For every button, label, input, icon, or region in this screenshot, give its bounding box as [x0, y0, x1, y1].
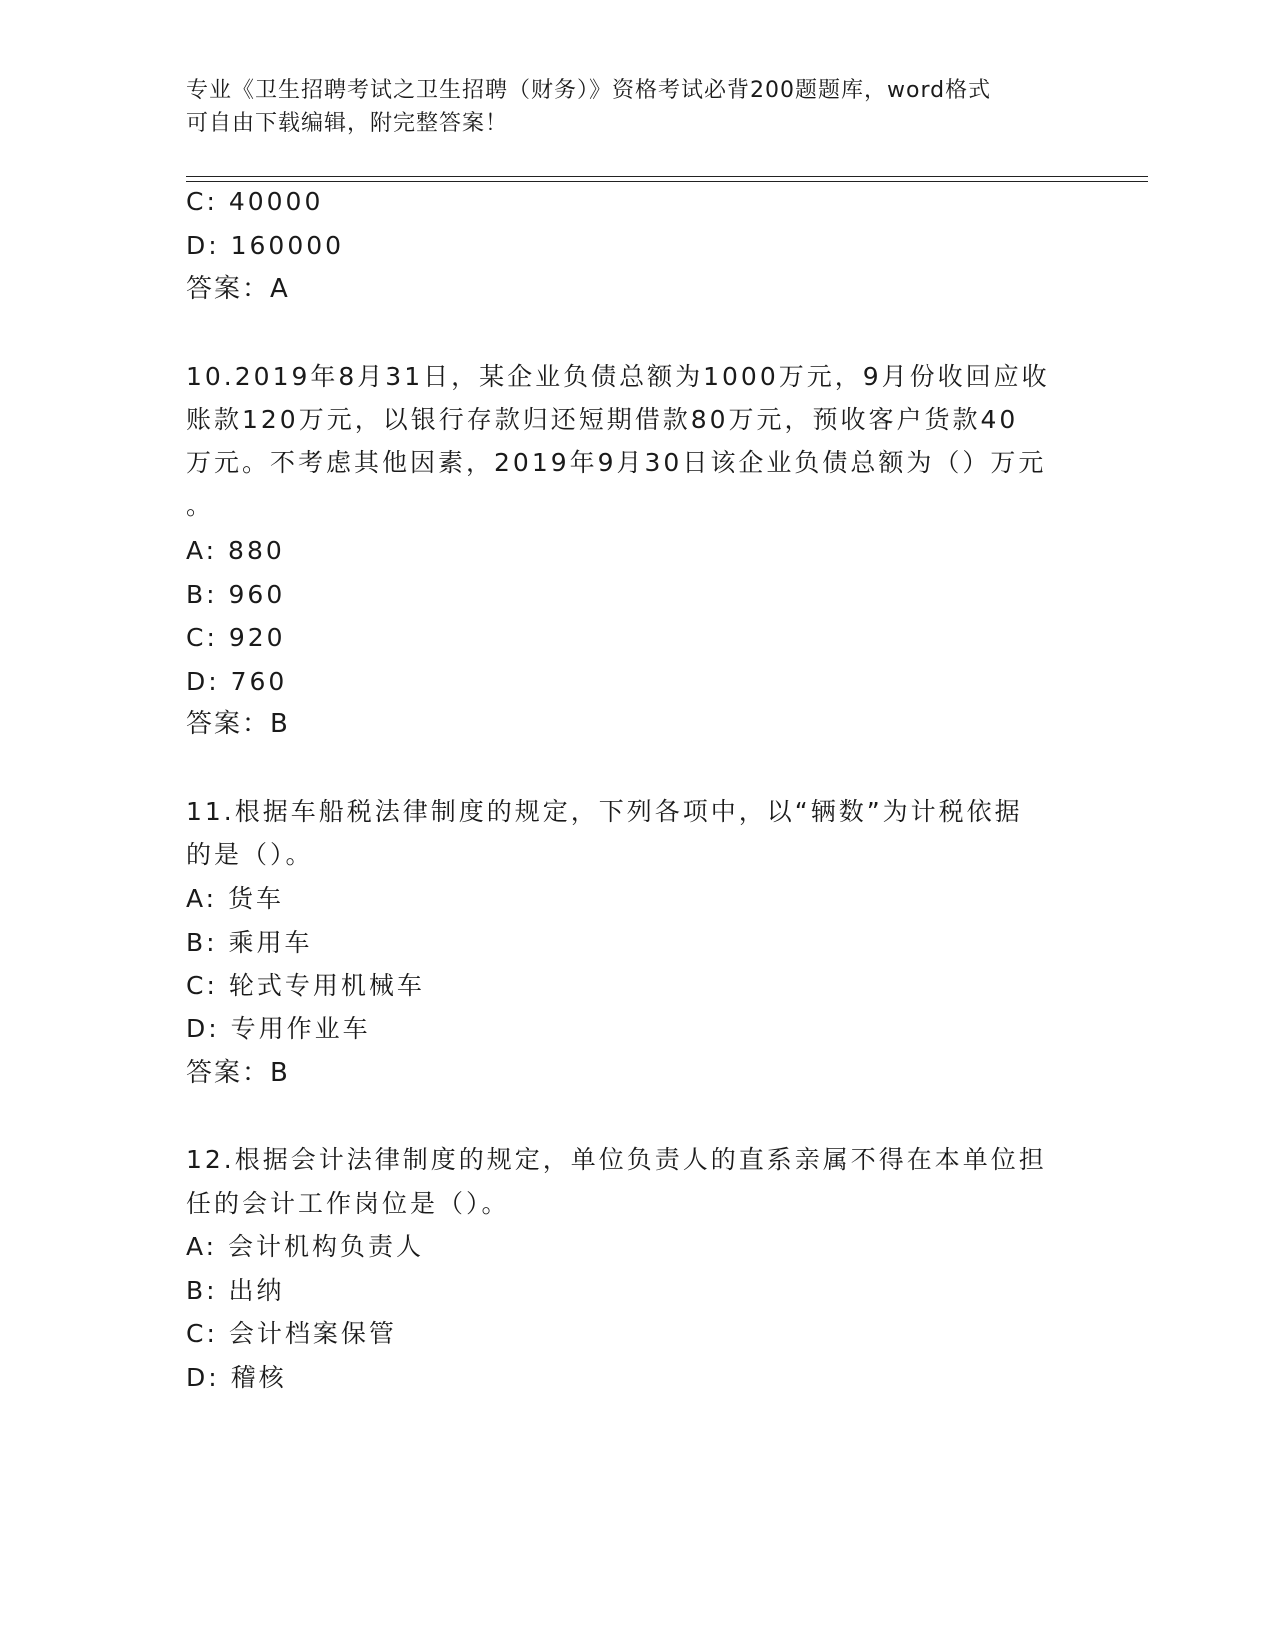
option-d: D: 760 — [186, 667, 288, 696]
header-line-1: 专业《卫生招聘考试之卫生招聘（财务）》资格考试必背200题题库，word格式 — [186, 78, 992, 103]
question-stem-line: 12.根据会计法律制度的规定，单位负责人的直系亲属不得在本单位担 — [186, 1145, 1047, 1174]
option-d: D: 稽核 — [186, 1363, 287, 1392]
question-stem-line: 账款120万元，以银行存款归还短期借款80万元，预收客户货款40 — [186, 405, 1019, 434]
option-a: A: 会计机构负责人 — [186, 1232, 425, 1261]
option-d: D: 160000 — [186, 231, 345, 260]
option-c: C: 会计档案保管 — [186, 1319, 397, 1348]
option-c: C: 40000 — [186, 187, 324, 216]
answer-line: 答案：B — [186, 709, 290, 739]
question-stem-line: 任的会计工作岗位是（）。 — [186, 1189, 510, 1218]
question-stem-line: 万元。不考虑其他因素，2019年9月30日该企业负债总额为（）万元 — [186, 448, 1047, 477]
header-divider-bottom — [186, 181, 1148, 182]
option-c: C: 轮式专用机械车 — [186, 971, 425, 1000]
question-stem-line: 。 — [186, 491, 215, 520]
header-line-2: 可自由下载编辑，附完整答案！ — [186, 111, 509, 136]
option-b: B: 出纳 — [186, 1276, 285, 1305]
option-a: A: 货车 — [186, 884, 285, 913]
answer-line: 答案：B — [186, 1058, 290, 1088]
header-divider-top — [186, 176, 1148, 177]
answer-line: 答案：A — [186, 274, 290, 304]
question-stem-line: 11.根据车船税法律制度的规定，下列各项中，以“辆数”为计税依据 — [186, 797, 1023, 826]
option-c: C: 920 — [186, 623, 286, 652]
option-b: B: 960 — [186, 580, 286, 609]
question-stem-line: 的是（）。 — [186, 840, 314, 869]
option-d: D: 专用作业车 — [186, 1014, 371, 1043]
question-stem-line: 10.2019年8月31日，某企业负债总额为1000万元，9月份收回应收 — [186, 362, 1050, 391]
option-b: B: 乘用车 — [186, 928, 313, 957]
document-header — [186, 74, 1086, 140]
option-a: A: 880 — [186, 536, 285, 565]
